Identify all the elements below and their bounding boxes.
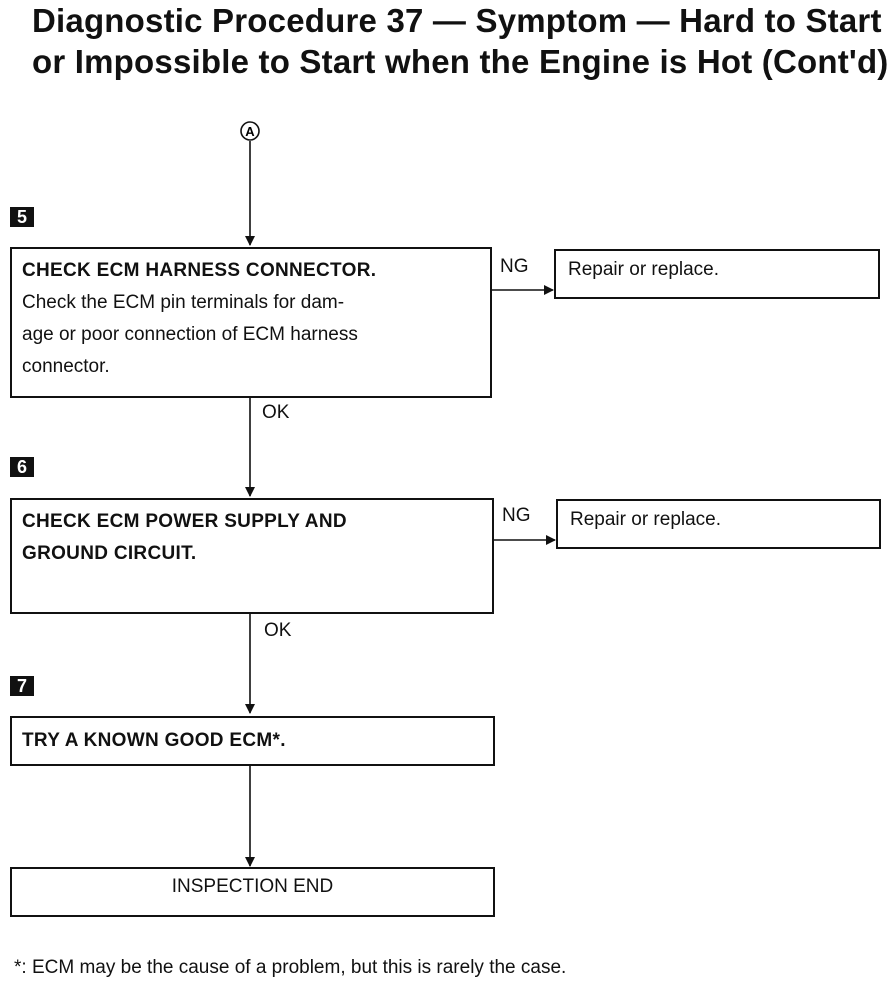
connector-marker-a: [241, 122, 259, 140]
step-6-heading-line-1: CHECK ECM POWER SUPPLY AND: [22, 511, 347, 532]
inspection-end-label: INSPECTION END: [171, 876, 334, 897]
step-number-7: 7: [10, 676, 34, 696]
page-title: Diagnostic Procedure 37 — Symptom — Hard to Start or Impossible to Start when the Engine is Hot (Cont'd): [32, 2, 889, 80]
connector-marker-label: A: [245, 124, 255, 139]
step-5-body-line-2: age or poor connection of ECM harness: [22, 324, 358, 345]
step-6-box: [10, 498, 494, 614]
step-5-heading: CHECK ECM HARNESS CONNECTOR.: [22, 260, 377, 281]
step-6-ng-action: Repair or replace.: [570, 509, 722, 530]
inspection-end-box: [10, 867, 495, 917]
step-5-body-line-3: connector.: [22, 356, 110, 377]
step-5-ng-action: Repair or replace.: [568, 259, 720, 280]
step-6-heading-line-2: GROUND CIRCUIT.: [22, 543, 197, 564]
step-6-ok-label: OK: [264, 620, 292, 641]
step-number-5: 5: [10, 207, 34, 227]
step-5-body-line-1: Check the ECM pin terminals for dam-: [22, 292, 345, 313]
step-5-ng-action-box: [554, 249, 880, 299]
step-7-box: [10, 716, 495, 766]
step-number-6: 6: [10, 457, 34, 477]
step-6-ng-action-box: [556, 499, 881, 549]
step-5-ok-label: OK: [262, 402, 290, 423]
step-6-ng-label: NG: [502, 505, 531, 526]
step-7-heading: TRY A KNOWN GOOD ECM*.: [22, 730, 286, 751]
footnote: *: ECM may be the cause of a problem, but this is rarely the case.: [14, 957, 567, 978]
step-5-box: [10, 247, 492, 398]
step-5-ng-label: NG: [500, 256, 529, 277]
